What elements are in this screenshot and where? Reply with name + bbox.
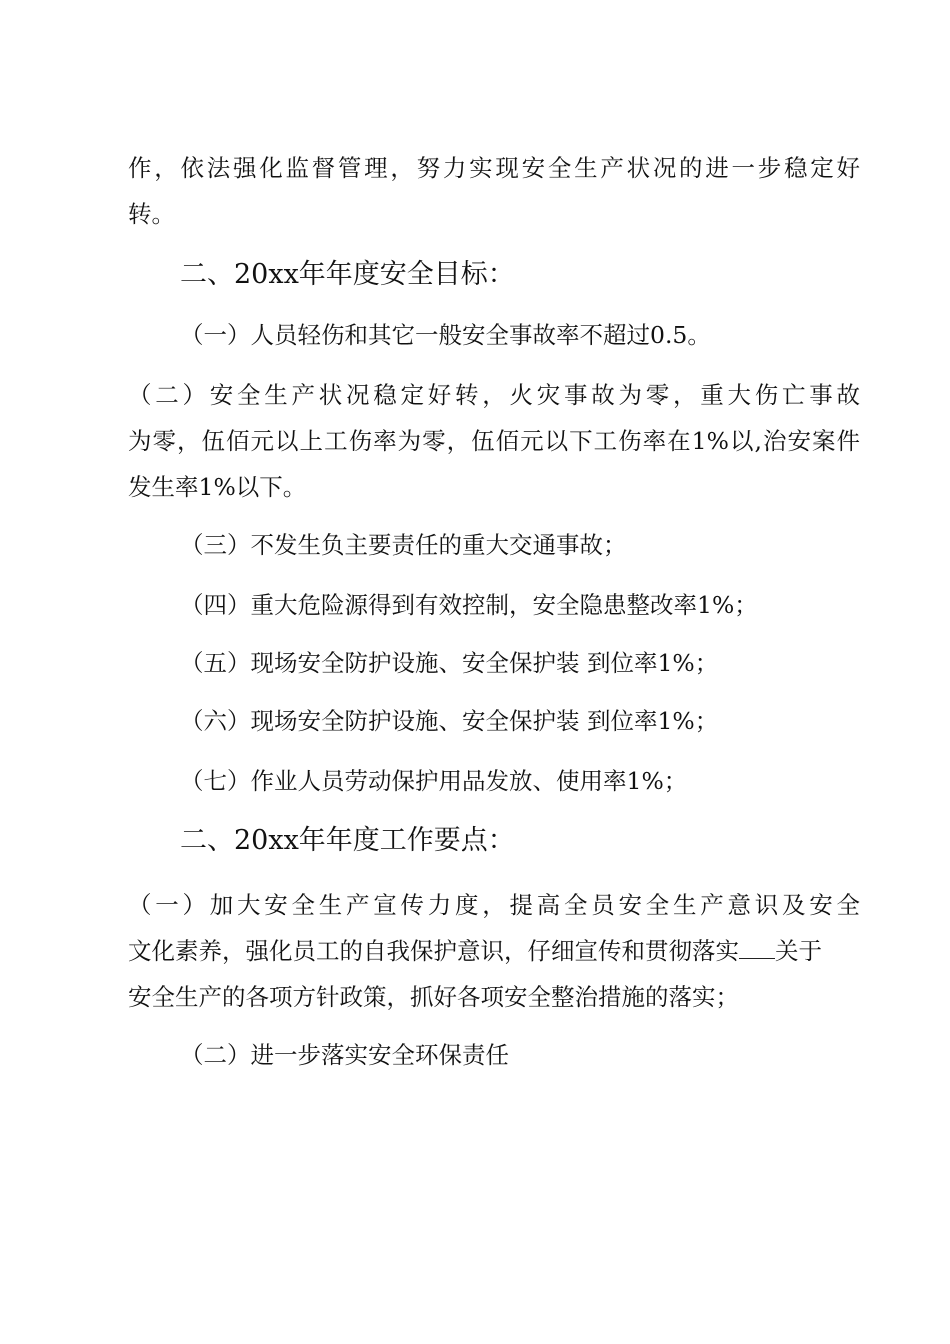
- intro-line-2: 转。: [128, 200, 175, 228]
- goal-item-5: （五）现场安全防护设施、安全保护装 到位率1%；: [180, 649, 719, 677]
- goal-item-1: （一）人员轻伤和其它一般安全事故率不超过0.5。: [180, 321, 711, 349]
- goal-item-2-line-2: 为零，伍佰元以上工伤率为零，伍佰元以下工伤率在1%以,治安案件: [128, 427, 860, 455]
- goal-item-7: （七）作业人员劳动保护用品发放、使用率1%；: [180, 767, 688, 795]
- intro-line-1: 作，依法强化监督管理，努力实现安全生产状况的进一步稳定好: [128, 154, 860, 182]
- goal-item-6: （六）现场安全防护设施、安全保护装 到位率1%；: [180, 707, 719, 735]
- work-item-1-line-1: （一）加大安全生产宣传力度，提高全员安全生产意识及安全: [128, 891, 860, 919]
- work-item-1-line-2-tail: 关于: [775, 937, 822, 965]
- goal-item-2-line-3: 发生率1%以下。: [128, 473, 307, 501]
- goal-item-4: （四）重大危险源得到有效控制，安全隐患整改率1%；: [180, 591, 758, 619]
- goals-heading: 二、20xx年年度安全目标：: [180, 259, 515, 290]
- goal-item-2-line-1: （二）安全生产状况稳定好转，火灾事故为零，重大伤亡事故: [128, 381, 860, 409]
- work-item-1-line-2: [128, 936, 950, 966]
- work-item-2: （二）进一步落实安全环保责任: [180, 1041, 509, 1069]
- work-heading: 二、20xx年年度工作要点：: [180, 825, 515, 856]
- work-item-1-line-3: 安全生产的各项方针政策，抓好各项安全整治措施的落实；: [128, 983, 739, 1011]
- work-item-1-line-2-text: 文化素养，强化员工的自我保护意识，仔细宣传和贯彻落实: [128, 937, 739, 965]
- goal-item-3: （三）不发生负主要责任的重大交通事故；: [180, 531, 627, 559]
- fill-in-blank: [739, 938, 775, 959]
